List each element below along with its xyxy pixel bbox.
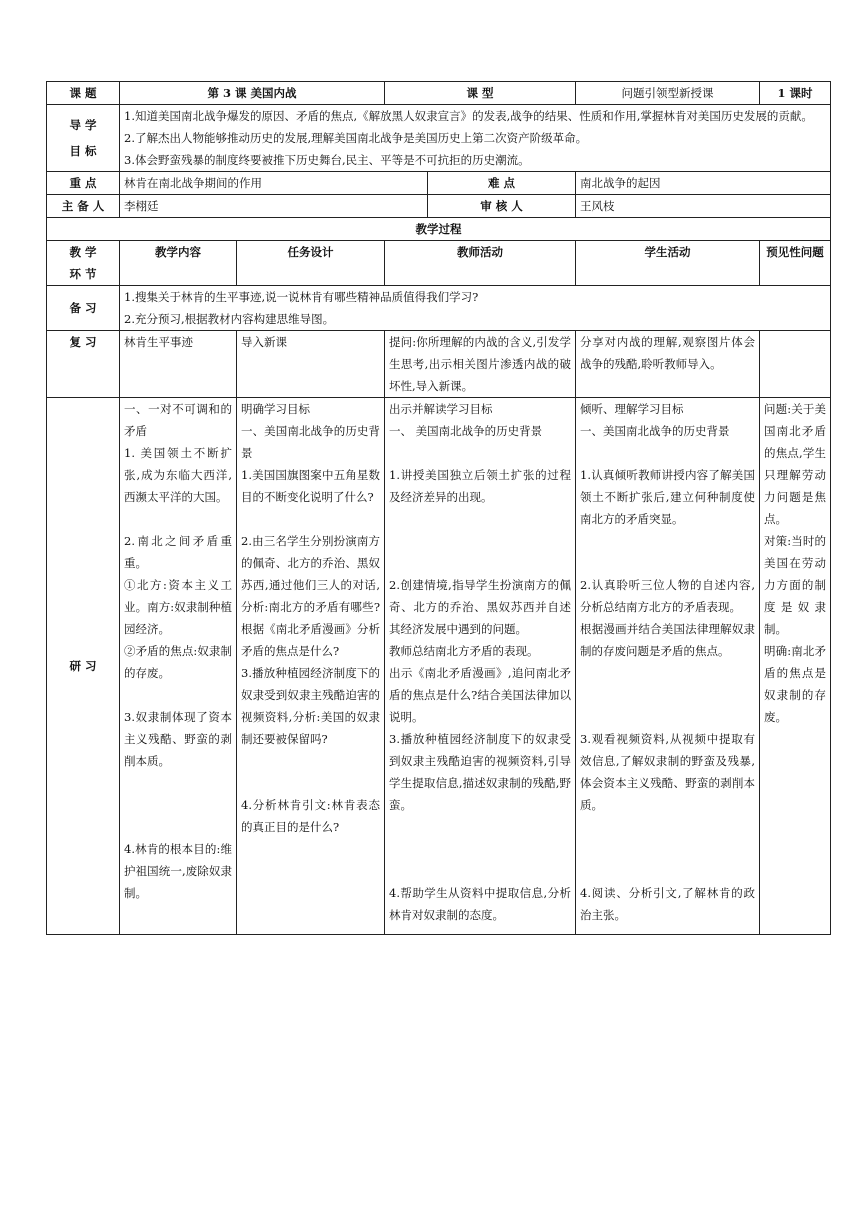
topic-value: 第 3 课 美国内战: [120, 82, 385, 105]
preview-label: 备 习: [47, 286, 120, 331]
type-label: 课 型: [385, 82, 576, 105]
study-task: 明确学习目标 一、美国南北战争的历史背景 1.美国国旗图案中五角星数目的不断变化说明了什么? 2.由三名学生分别扮演南方的佩奇、北方的乔治、黑奴苏西,通过他们三人的对话,分析:南北方的矛盾有哪些?根据《南北矛盾漫画》分析矛盾的焦点是什么? 3.播放种植园经济制度下的奴隶受到奴隶主残酷迫害的视频资料,分析:美国的奴隶制还要被保留吗? 4.分析林肯引文:林肯表态的真正目的是什么?: [237, 398, 385, 935]
review-teacher: 提问:你所理解的内战的含义,引发学生思考,出示相关图片渗透内战的破坏性,导入新课。: [385, 331, 576, 398]
goals-row: [47, 105, 831, 172]
process-title: 教学过程: [47, 218, 831, 241]
difficulty-label: 难 点: [428, 172, 576, 195]
review-content: 林肯生平事迹: [120, 331, 237, 398]
study-teacher: 出示并解读学习目标 一、 美国南北战争的历史背景 1.讲授美国独立后领土扩张的过程及经济差异的出现。 2.创建情境,指导学生扮演南方的佩奇、北方的乔治、黑奴苏西并自述其经济发展中遇到的问题。 教师总结南北方矛盾的表现。 出示《南北矛盾漫画》,追问南北矛盾的焦点是什么?结合美国法律加以说明。 3.播放种植园经济制度下的奴隶受到奴隶主残酷迫害的视频资料,引导学生提取信息,描述奴隶制的残酷,野蛮。 4.帮助学生从资料中提取信息,分析林肯对奴隶制的态度。: [385, 398, 576, 935]
focus-value: 林肯在南北战争期间的作用: [120, 172, 428, 195]
review-predict: [760, 331, 831, 398]
study-predict: 问题:关于美国南北矛盾的焦点,学生只理解劳动力问题是焦点。 对策:当时的美国在劳动力方面的制度是奴隶制。 明确:南北矛盾的焦点是奴隶制的存废。: [760, 398, 831, 935]
col-predict: 预见性问题: [760, 241, 831, 286]
process-title-row: [47, 218, 831, 241]
preparer-label: 主 备 人: [47, 195, 120, 218]
col-student: 学生活动: [576, 241, 760, 286]
preview-row: [47, 286, 831, 331]
header-row: [47, 82, 831, 105]
col-content: 教学内容: [120, 241, 237, 286]
difficulty-value: 南北战争的起因: [576, 172, 831, 195]
type-value: 问题引领型新授课: [576, 82, 760, 105]
topic-label: 课 题: [47, 82, 120, 105]
goal-item: 1.知道美国南北战争爆发的原因、矛盾的焦点,《解放黑人奴隶宣言》的发表,战争的结果、性质和作用,掌握林肯对美国历史发展的贡献。: [124, 109, 813, 123]
lesson-plan-table: [46, 81, 831, 935]
focus-label: 重 点: [47, 172, 120, 195]
goal-item: 2.了解杰出人物能够推动历史的发展,理解美国南北战争是美国历史上第二次资产阶级革命。: [124, 131, 588, 145]
column-header-row: [47, 241, 831, 286]
review-task: 导入新课: [237, 331, 385, 398]
col-task: 任务设计: [237, 241, 385, 286]
review-student: 分享对内战的理解,观察图片体会战争的残酷,聆听教师导入。: [576, 331, 760, 398]
focus-row: [47, 172, 831, 195]
study-row: [47, 398, 831, 935]
preview-item: 2.充分预习,根据教材内容构建思维导图。: [124, 312, 335, 326]
prep-row: [47, 195, 831, 218]
preparer-value: 李栩廷: [120, 195, 428, 218]
goals-content: [120, 105, 831, 172]
reviewer-value: 王风枝: [576, 195, 831, 218]
review-row: [47, 331, 831, 398]
goal-item: 3.体会野蛮残暴的制度终要被推下历史舞台,民主、平等是不可抗拒的历史潮流。: [124, 153, 530, 167]
reviewer-label: 审 核 人: [428, 195, 576, 218]
review-label: 复 习: [47, 331, 120, 398]
col-stage: 教 学 环 节: [47, 241, 120, 286]
hours-value: 1 课时: [760, 82, 831, 105]
study-content: 一、一对不可调和的矛盾 1. 美国领土不断扩张,成为东临大西洋,西濒太平洋的大国。 2.南北之间矛盾重重。 ①北方:资本主义工业。南方:奴隶制种植园经济。 ②矛盾的焦点:奴隶制的存废。 3.奴隶制体现了资本主义残酷、野蛮的剥削本质。 4.林肯的根本目的:维护祖国统一,废除奴隶制。: [120, 398, 237, 935]
preview-item: 1.搜集关于林肯的生平事迹,说一说林肯有哪些精神品质值得我们学习?: [124, 290, 479, 304]
study-label: 研 习: [47, 398, 120, 935]
col-teacher: 教师活动: [385, 241, 576, 286]
goals-label: 导 学 目 标: [47, 105, 120, 172]
preview-content: [120, 286, 831, 331]
study-student: 倾听、理解学习目标 一、美国南北战争的历史背景 1.认真倾听教师讲授内容了解美国领土不断扩张后,建立何种制度使南北方的矛盾突显。 2.认真聆听三位人物的自述内容,分析总结南方北方的矛盾表现。 根据漫画并结合美国法律理解奴隶制的存废问题是矛盾的焦点。 3.观看视频资料,从视频中提取有效信息,了解奴隶制的野蛮及残暴,体会资本主义残酷、野蛮的剥削本质。 4.阅读、分析引文,了解林肯的政治主张。: [576, 398, 760, 935]
